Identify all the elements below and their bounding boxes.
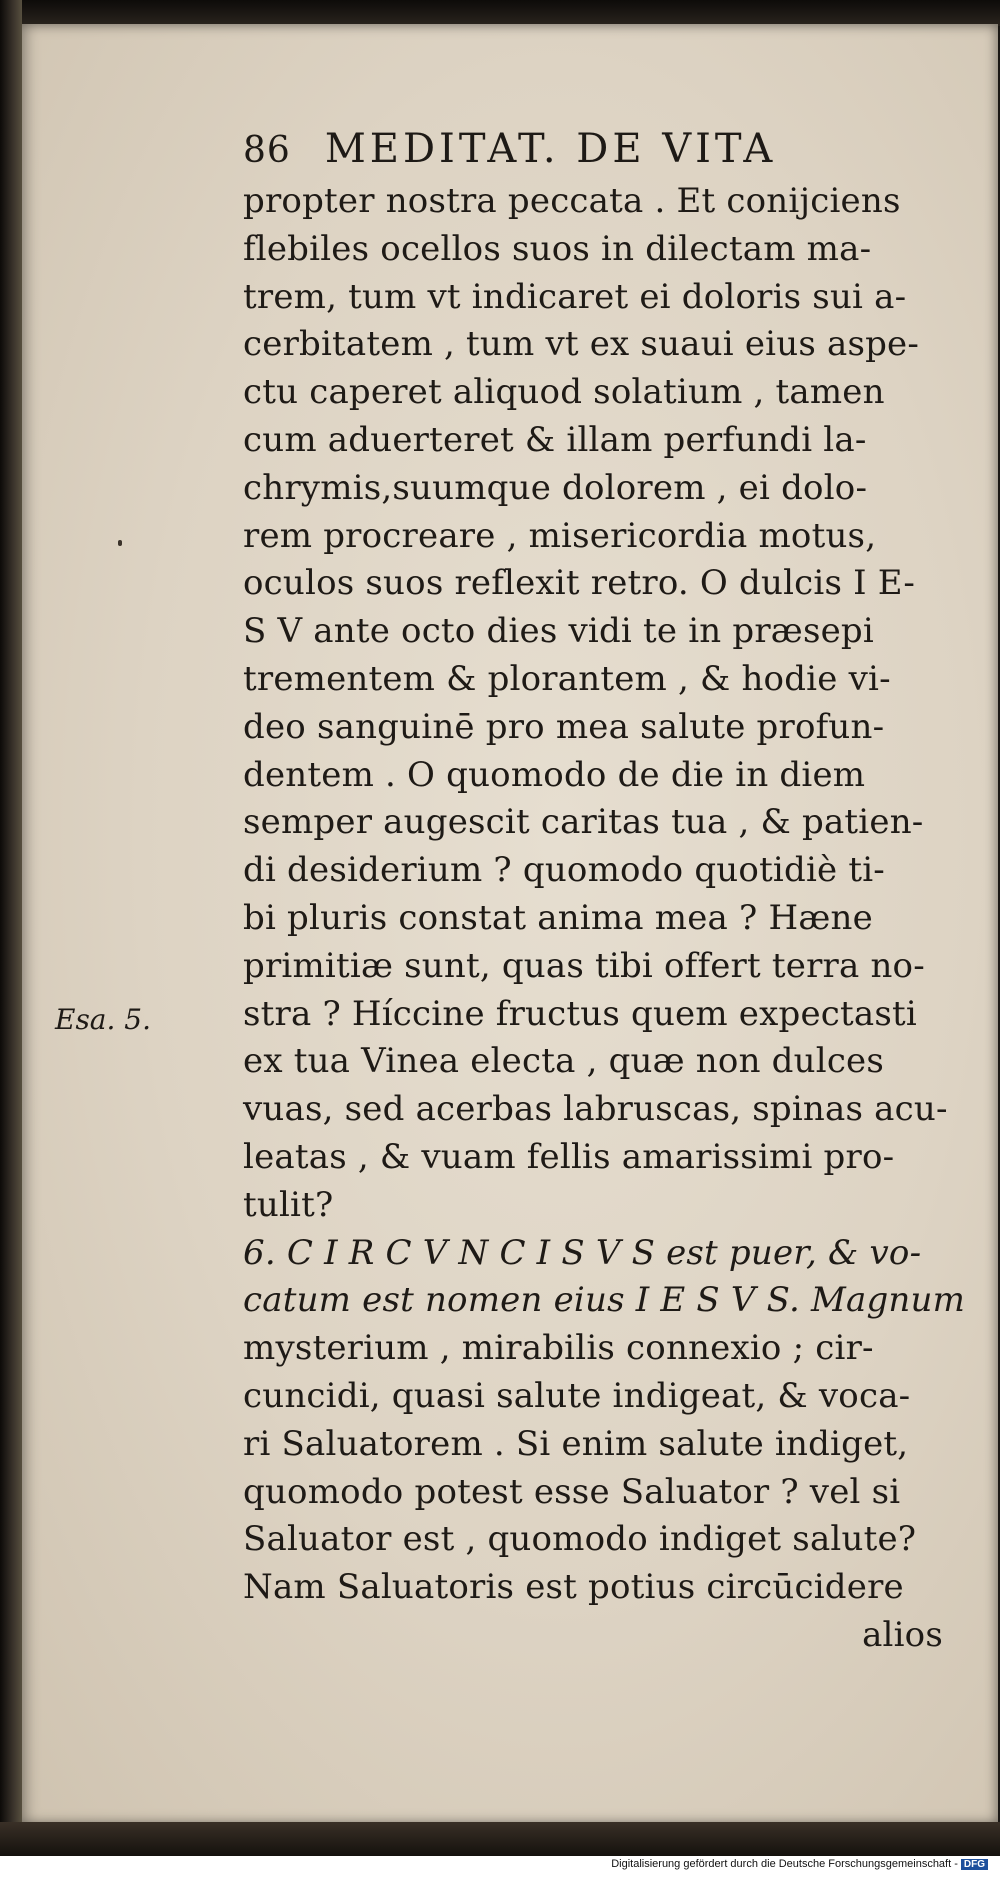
text-line: di desiderium ? quomodo quotidiè ti- bbox=[243, 850, 885, 891]
text-line: quomodo potest esse Saluator ? vel si bbox=[243, 1471, 901, 1512]
bottom-page-edge bbox=[0, 1822, 1000, 1856]
text-line: propter nostra peccata . Et conijciens bbox=[243, 181, 901, 221]
text-line: Nam Saluatoris est potius circūcidere bbox=[243, 1567, 904, 1608]
catchword: alios bbox=[862, 1614, 943, 1655]
running-header bbox=[243, 120, 943, 178]
text-line: chrymis,suumque dolorem , ei dolo- bbox=[243, 467, 868, 508]
page-number: 86 bbox=[243, 130, 291, 171]
digitization-credit bbox=[611, 1858, 988, 1870]
text-line: cerbitatem , tum vt ex suaui eius aspe- bbox=[243, 324, 920, 365]
text-line: flebiles ocellos suos in dilectam ma- bbox=[243, 228, 872, 269]
text-line: tulit? bbox=[243, 1184, 334, 1225]
text-line: rem procreare , misericordia motus, bbox=[243, 515, 877, 556]
text-line: ri Saluatorem . Si enim salute indiget, bbox=[243, 1423, 909, 1464]
text-line: Saluator est , quomodo indiget salute? bbox=[243, 1519, 917, 1560]
text-line: trem, tum vt indicaret ei doloris sui a- bbox=[243, 276, 907, 317]
dfg-logo: DFG bbox=[961, 1859, 988, 1870]
text-line: catum est nomen eius I E S V S. Magnum bbox=[243, 1280, 966, 1321]
text-line: cuncidi, quasi salute indigeat, & voca- bbox=[243, 1375, 911, 1416]
text-line: deo sanguinē pro mea salute profun- bbox=[243, 706, 885, 747]
text-line: dentem . O quomodo de die in diem bbox=[243, 754, 866, 795]
running-title: MEDITAT. DE VITA bbox=[324, 126, 777, 172]
text-line: S V ante octo dies vidi te in præsepi bbox=[243, 611, 874, 652]
text-line: trementem & plorantem , & hodie vi- bbox=[243, 658, 891, 699]
credit-text: Digitalisierung gefördert durch die Deutsche Forschungsgemeinschaft - bbox=[611, 1858, 958, 1870]
text-line: ctu caperet aliquod solatium , tamen bbox=[243, 372, 885, 413]
text-lines bbox=[243, 178, 966, 1612]
book-spine bbox=[0, 0, 22, 1877]
text-line: ex tua Vinea electa , quæ non dulces bbox=[243, 1041, 885, 1082]
ink-mark bbox=[118, 540, 122, 546]
text-line: bi pluris constat anima mea ? Hæne bbox=[243, 897, 873, 938]
text-line: vuas, sed acerbas labruscas, spinas acu- bbox=[243, 1089, 948, 1130]
text-line: semper augescit caritas tua , & patien- bbox=[243, 802, 924, 843]
text-line: primitiæ sunt, quas tibi offert terra no- bbox=[243, 945, 925, 986]
text-line: leatas , & vuam fellis amarissimi pro- bbox=[243, 1136, 895, 1177]
text-block bbox=[243, 120, 966, 1660]
footer-strip bbox=[0, 1856, 1000, 1877]
text-line: stra ? Híccine fructus quem expectasti bbox=[243, 993, 917, 1034]
text-line: mysterium , mirabilis connexio ; cir- bbox=[243, 1328, 874, 1369]
top-page-edge bbox=[0, 0, 1000, 26]
text-line: cum aduerteret & illam perfundi la- bbox=[243, 419, 867, 460]
text-line: 6. C I R C V N C I S V S est puer, & vo- bbox=[243, 1232, 922, 1273]
text-line: oculos suos reflexit retro. O dulcis I E- bbox=[243, 563, 916, 604]
marginal-note: Esa. 5. bbox=[55, 1003, 152, 1036]
